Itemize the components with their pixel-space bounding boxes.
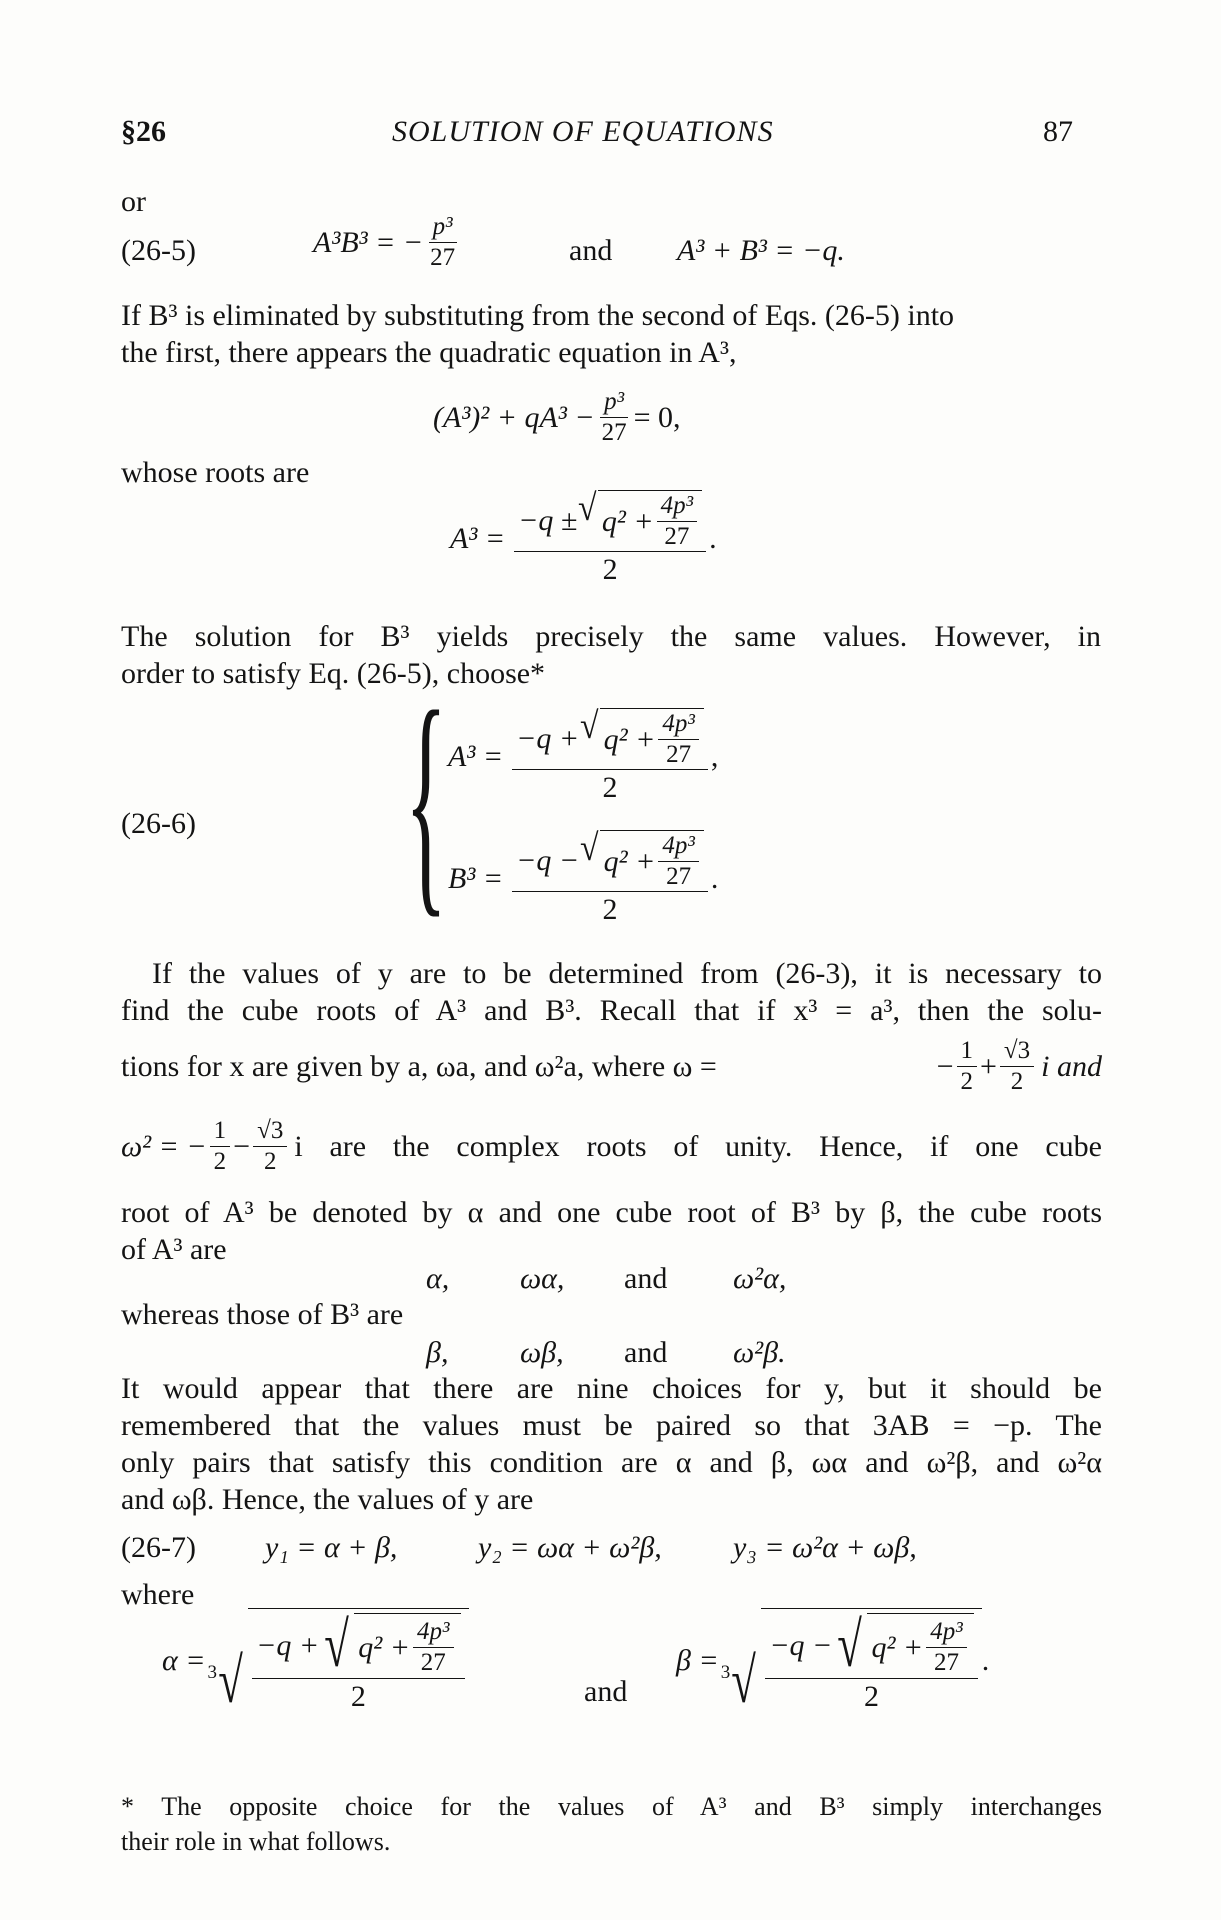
quadratic-equation [433, 388, 681, 446]
denominator: 27 [666, 862, 692, 890]
fraction-4p3-over-27 [658, 832, 699, 890]
plus-sign: + [980, 1049, 997, 1083]
para1-line2: the first, there appears the quadratic equation in A³, [121, 336, 737, 369]
fraction-p3-over-27 [598, 388, 631, 446]
radical-sign: √ [580, 706, 599, 747]
equation-26-5b: A³ + B³ = −q. [677, 234, 845, 267]
radicand [867, 1613, 973, 1676]
alpha-denominator: 2 [350, 1680, 366, 1713]
radicand [598, 490, 702, 550]
beta-denominator: 2 [864, 1680, 879, 1713]
quadratic-left: (A³)² + qA³ − [433, 400, 595, 434]
beta-equals: β = [676, 1644, 719, 1677]
para3-line1 [152, 955, 1102, 992]
numerator: √3 [1000, 1037, 1034, 1067]
B3-equals: B³ = [448, 861, 504, 895]
denominator: 27 [420, 1648, 446, 1676]
radical-sign: √ [218, 1645, 243, 1716]
denominator: 2 [1010, 1067, 1024, 1095]
alpha-item-2: ωα, [520, 1262, 565, 1295]
para1-line1: If B³ is eliminated by substituting from the second of Eqs. (26-5) into [121, 299, 955, 332]
numerator: 1 [210, 1117, 231, 1147]
para3-line6: of A³ are [121, 1233, 227, 1266]
radical-sign: √ [578, 488, 597, 529]
minus-sign: − [936, 1049, 954, 1083]
alpha-equals: α = [162, 1644, 206, 1677]
alpha-item-4: ω²α, [733, 1262, 787, 1295]
fraction-1-over-2 [210, 1117, 231, 1175]
word-or: or [121, 185, 146, 218]
A3-fraction [512, 708, 708, 804]
fraction-4p3-over-27 [657, 492, 698, 550]
cube-root [720, 1608, 982, 1716]
alpha-fraction [252, 1609, 464, 1713]
para3-line5 [121, 1194, 1102, 1231]
radical-sign: √ [731, 1645, 757, 1716]
B3-denominator: 2 [602, 893, 618, 926]
B3-numerator [512, 830, 708, 892]
denominator: 27 [430, 243, 456, 271]
radicand [600, 708, 704, 768]
i-and: i and [1041, 1049, 1102, 1083]
q2-plus: q² + [603, 844, 656, 878]
fraction-4p3-over-27 [413, 1618, 454, 1676]
para4-line3-text: only pairs that satisfy this condition are α and β, ωα and ω²β, and ω²α [121, 1446, 1102, 1479]
square-root [832, 1609, 973, 1680]
running-title: SOLUTION OF EQUATIONS [392, 115, 774, 148]
para4-line2-text: remembered that the values must be paired so that 3AB = −p. The [121, 1409, 1102, 1442]
footnote-line1 [121, 1788, 1102, 1825]
beta-definition: β = 3 √ −q − √ q² + $\frac{\text{4p³}}{27}$ 2 . [676, 1609, 990, 1716]
eq-label-26-6: (26-6) [121, 807, 196, 840]
fraction-4p3-over-27 [658, 710, 699, 768]
denominator: 27 [601, 418, 627, 446]
A3-numerator [512, 708, 708, 770]
A3-equals: A³ = [450, 521, 506, 555]
para2-line1-text: The solution for B³ yields precisely the same values. However, in [121, 620, 1101, 653]
beta-item-2: ωβ, [520, 1336, 564, 1369]
B3-fraction [512, 830, 708, 926]
square-root [579, 830, 704, 890]
denominator: 27 [666, 740, 692, 768]
omega-squared-equals: ω² = − [121, 1129, 207, 1163]
para3-line3-text: tions for x are given by a, ωa, and ω²a, where ω = [121, 1049, 717, 1083]
whose-roots-text: whose roots are [121, 456, 310, 489]
radicand [600, 830, 704, 890]
alpha-definition [162, 1608, 469, 1716]
beta-fraction [765, 1609, 977, 1713]
q2-plus: q² + [603, 722, 656, 756]
omega-definition [937, 1037, 1102, 1095]
minus-q-pm: −q ± [518, 503, 578, 537]
y3-value: y₃ = ω²α + ωβ, [733, 1531, 917, 1564]
footnote-line1-text: * The opposite choice for the values of A³ and B³ simply interchanges [121, 1792, 1102, 1821]
q2-plus: q² + [601, 504, 654, 538]
minus-q-plus: −q + [256, 1628, 320, 1662]
square-root [319, 1609, 460, 1680]
word-and-26-5: and [569, 234, 613, 267]
footnote-line2: their role in what follows. [121, 1827, 391, 1856]
para4-line1 [121, 1370, 1102, 1407]
cube-radicand [761, 1608, 981, 1713]
numerator: 4p³ [413, 1618, 454, 1648]
beta-item-4: ω²β. [733, 1336, 786, 1369]
A3-equals: A³ = [448, 739, 504, 773]
beta-item-and: and [624, 1336, 668, 1369]
radicand [354, 1613, 460, 1676]
A3-roots-equation: A³ = −q ± √ q² + $\frac{\text{4p³}}{27}$ 2 . [450, 488, 717, 586]
y2-value: y₂ = ωα + ω²β, [478, 1531, 662, 1564]
minus-sign: − [233, 1129, 251, 1163]
para3-line5-text: root of A³ be denoted by α and one cube root of B³ by β, the cube roots [121, 1196, 1102, 1229]
para3-line3 [121, 1037, 1102, 1095]
left-brace: { [405, 661, 447, 938]
numerator: 4p³ [657, 492, 698, 522]
fraction-sqrt3-over-2 [253, 1117, 287, 1175]
fraction-p3-over-27 [426, 213, 459, 271]
minus-q-minus: −q − [516, 843, 580, 877]
denominator: 27 [664, 522, 690, 550]
root-numerator [514, 490, 706, 552]
A3-denominator: 2 [602, 771, 618, 804]
para3-line2 [121, 992, 1102, 1029]
cube-radicand [248, 1608, 468, 1713]
para4-line1-text: It would appear that there are nine choices for y, but it should be [121, 1372, 1102, 1405]
numerator: p³ [600, 388, 628, 418]
para2-line2: order to satisfy Eq. (26-5), choose* [121, 657, 546, 690]
denominator: 2 [213, 1147, 227, 1175]
root-denominator: 2 [602, 553, 618, 586]
square-root [577, 490, 702, 550]
para3-line1-text: If the values of y are to be determined from (26-3), it is necessary to [152, 957, 1102, 990]
eq-label-26-5: (26-5) [121, 234, 196, 267]
denominator: 2 [263, 1147, 277, 1175]
eq-label-26-7: (26-7) [121, 1531, 196, 1564]
para4-line4: and ωβ. Hence, the values of y are [121, 1483, 534, 1516]
q2-plus: q² + [358, 1630, 410, 1664]
section-number: §26 [121, 115, 166, 148]
radical-sign: √ [837, 1609, 863, 1680]
alpha-numerator [252, 1609, 464, 1680]
para3-line2-text: find the cube roots of A³ and B³. Recall that if x³ = a³, then the solu- [121, 994, 1102, 1027]
denominator: 27 [933, 1648, 959, 1676]
numerator: p³ [429, 213, 457, 243]
para2-line1 [121, 618, 1101, 655]
para4-line2 [121, 1407, 1102, 1444]
fraction-4p3-over-27 [926, 1618, 967, 1676]
beta-item-1: β, [426, 1336, 449, 1369]
fraction-1-over-2 [957, 1037, 978, 1095]
denominator: 2 [960, 1067, 973, 1095]
root-index: 3 [720, 1662, 731, 1683]
numerator: 4p³ [658, 710, 699, 740]
square-root [579, 708, 704, 768]
fraction-sqrt3-over-2 [1000, 1037, 1034, 1095]
para4-line3 [121, 1444, 1102, 1481]
alpha-item-1: α, [426, 1262, 450, 1295]
root-index: 3 [207, 1662, 217, 1683]
root-fraction [514, 490, 706, 586]
numerator: 1 [957, 1037, 978, 1067]
eq-26-5a-left: A³B³ = − [313, 225, 424, 259]
cube-root [207, 1608, 469, 1716]
q2-plus: q² + [871, 1630, 924, 1664]
where-text: where [121, 1578, 195, 1611]
para3-line4 [121, 1117, 1102, 1175]
numerator: √3 [253, 1117, 287, 1147]
alpha-item-and: and [624, 1262, 668, 1295]
page-number: 87 [1043, 115, 1073, 148]
B3-choice: B³ = −q − √ q² + $\frac{\text{4p³}}{27}$ 2 . [448, 828, 719, 926]
numerator: 4p³ [658, 832, 699, 862]
whereas-line: whereas those of B³ are [121, 1298, 404, 1331]
radical-sign: √ [580, 828, 599, 869]
y1-value: y₁ = α + β, [265, 1531, 398, 1564]
minus-q-plus: −q + [516, 721, 580, 755]
A3-choice: A³ = −q + √ q² + $\frac{\text{4p³}}{27}$ 2 , [448, 706, 719, 804]
numerator: 4p³ [926, 1618, 967, 1648]
word-and-alpha-beta: and [584, 1675, 628, 1708]
minus-q-minus: −q − [769, 1628, 833, 1662]
quadratic-right: = 0, [633, 400, 681, 434]
radical-sign: √ [324, 1609, 349, 1680]
beta-numerator [765, 1609, 977, 1680]
equation-26-5a [313, 213, 462, 271]
para3-line4-text: i are the complex roots of unity. Hence, if one cube [294, 1129, 1102, 1163]
